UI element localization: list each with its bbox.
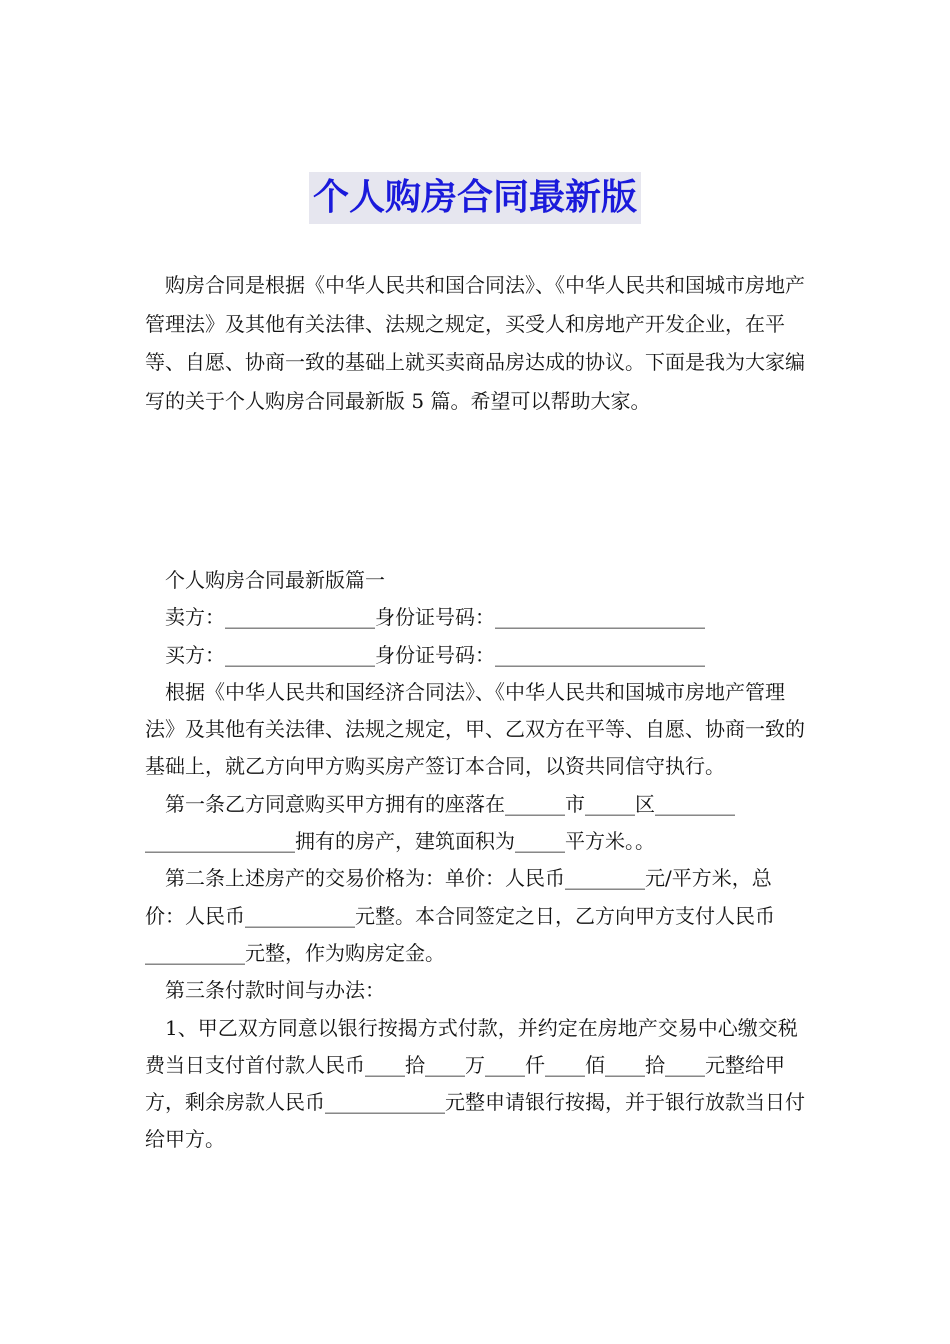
section-heading: 个人购房合同最新版篇一 [165,568,385,592]
title-container [0,172,950,224]
article-3-heading: 第三条付款时间与办法： [165,978,385,1003]
article-2: 第二条上述房产的交易价格为：单价：人民币________元/平方米，总价：人民币___________元整。本合同签定之日，乙方向甲方支付人民币__________元整，作为购房定金。 [145,866,775,965]
preamble-paragraph: 根据《中华人民共和国经济合同法》、《中华人民共和国城市房地产管理法》及其他有关法律、法规之规定，甲、乙双方在平等、自愿、协商一致的基础上，就乙方向甲方购买房产签订本合同，以资共同信守执行。 [145,679,805,779]
seller-line: 卖方：_______________身份证号码：_____________________ [165,605,705,630]
buyer-line: 买方：_______________身份证号码：_____________________ [165,642,705,667]
article-1: 第一条乙方同意购买甲方拥有的座落在______市_____区________ _______________拥有的房产，建筑面积为_____平方米。。 [145,791,742,854]
contract-body [145,562,810,1159]
article-3-item-1: 1、甲乙双方同意以银行按揭方式付款，并约定在房地产交易中心缴交税费当日支付首付款人民币____拾____万____仟____佰____拾____元整给甲方，剩余房款人民币____________元整申请银行按揭，并于银行放款当日付给甲方。 [145,1015,805,1152]
intro-paragraph: 购房合同是根据《中华人民共和国合同法》、《中华人民共和国城市房地产管理法》及其他有关法律、法规之规定，买受人和房地产开发企业，在平等、自愿、协商一致的基础上就买卖商品房达成的协议。下面是我为大家编写的关于个人购房合同最新版 5 篇。希望可以帮助大家。 [145,273,805,413]
document-title: 个人购房合同最新版 [309,172,641,224]
